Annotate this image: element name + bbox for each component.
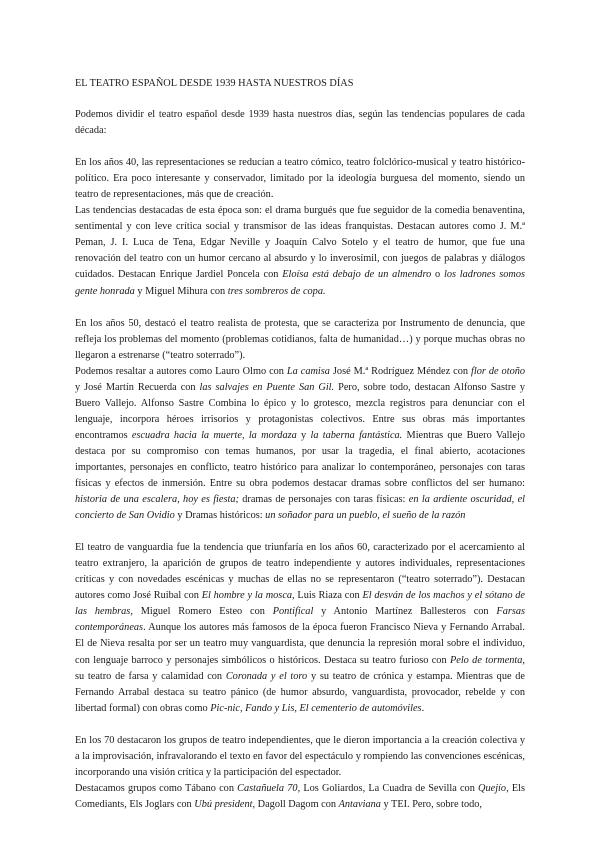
- paragraph-40s-overview: En los años 40, las representaciones se reducían a teatro cómico, teatro folclórico-musical y teatro histórico-político. Era poco interesante y conservador, limitado por la ideología burguesa del momento, siendo un teatro de representaciones, más que de creación.: [75, 157, 525, 201]
- paragraph-70s-overview: En los 70 destacaron los grupos de teatro independientes, que le dieron importancia a la creación colectiva y a la improvisación, infravalorando el texto en favor del espectáculo y rompiendo las convenciones escénicas, incorporando una visión crítica y la participación del espectador.: [75, 734, 525, 778]
- paragraph-40s-tendencies: Las tendencias destacadas de esta época son: el drama burgués que fue seguidor de la comedia benaventina, sentimental y con leve crítica social y transmisor de las ideas franquistas. Destacan autores como J. M.ª Peman, J. I. Luca de Tena, Edgar Neville y Joaquín Calvo Sotelo y el teatro de humor, que fue una renovación del teatro con un humor cercano al absurdo y lo inverosímil, con juegos de palabras y diálogos cuidados. Destacan Enrique Jardiel Poncela con Eloísa está debajo de un almendro o los ladrones somos gente honrada y Miguel Mihura con tres sombreros de copa.: [75, 205, 526, 297]
- paragraph-70s-groups: Destacamos grupos como Tábano con Castañuela 70, Los Goliardos, La Cuadra de Sevilla con Quejío, Els Comediants, Els Joglars con Ubú president, Dagoll Dagom con Antaviana y TEI. Pero, sobre todo,: [75, 782, 525, 810]
- intro-paragraph: Podemos dividir el teatro español desde 1939 hasta nuestros días, según las tendencias populares de cada década:: [75, 109, 525, 137]
- document-title: EL TEATRO ESPAÑOL DESDE 1939 HASTA NUESTROS DÍAS: [75, 78, 354, 89]
- paragraph-60s-vanguard: El teatro de vanguardia fue la tendencia que triunfaría en los años 60, caracterizado por el acercamiento al teatro extranjero, la aparición de grupos de teatro independiente y autores individuales, representaciones críticas y con novedades escénicas y muchas de ellas no se representaron (“teatro soterrado”). Destacan autores como José Ruibal con El hombre y la mosca, Luis Riaza con El desván de los machos y el sótano de las hembras, Miguel Romero Esteo con Pontifical y Antonio Martínez Ballesteros con Farsas contemporáneas. Aunque los autores más famosos de la época fueron Francisco Nieva y Fernando Arrabal. El de Nieva resalta por ser un teatro muy vanguardista, que denuncia la represión moral sobre el individuo, con lenguaje barroco y personajes simbólicos o históricos. Destaca su teatro furioso con Pelo de tormenta, su teatro de farsa y calamidad con Coronada y el toro y su teatro de crónica y estampa. Mientras que de Fernando Arrabal destaca su teatro pánico (de humor absurdo, vanguardista, provocador, rebelde y con libertad formal) con obras como Pic-nic, Fando y Lis, El cementerio de automóviles.: [75, 542, 526, 714]
- paragraph-50s-authors: Podemos resaltar a autores como Lauro Olmo con La camisa José M.ª Rodríguez Méndez con flor de otoño y José Martín Recuerda con las salvajes en Puente San Gil. Pero, sobre todo, destacan Alfonso Sastre y Buero Vallejo. Alfonso Sastre Combina lo épico y lo grotesco, mezcla registros para denunciar con el lenguaje, incorpora héroes irrisorios y protagonistas colectivos. Entre sus obras más importantes encontramos escuadra hacia la muerte, la mordaza y la taberna fantástica. Mientras que Buero Vallejo destaca por su compromiso con temas humanos, por usar la tragedia, el final abierto, acotaciones importantes, personajes en conflicto, teatro histórico para analizar lo contemporáneo, personajes con taras físicas y efectos de inmersión. Entre su obra podemos destacar dramas sobre conflictos del ser humano: historia de una escalera, hoy es fiesta; dramas de personajes con taras físicas: en la ardiente oscuridad, el concierto de San Ovidio y Dramas históricos: un soñador para un pueblo, el sueño de la razón: [75, 365, 526, 522]
- paragraph-50s-overview: En los años 50, destacó el teatro realista de protesta, que se caracteriza por Instrumento de denuncia, que refleja los problemas del momento (problemas cotidianos, falta de humanidad…) y porque muchas obras no llegaron a estrenarse (“teatro soterrado”).: [75, 317, 525, 361]
